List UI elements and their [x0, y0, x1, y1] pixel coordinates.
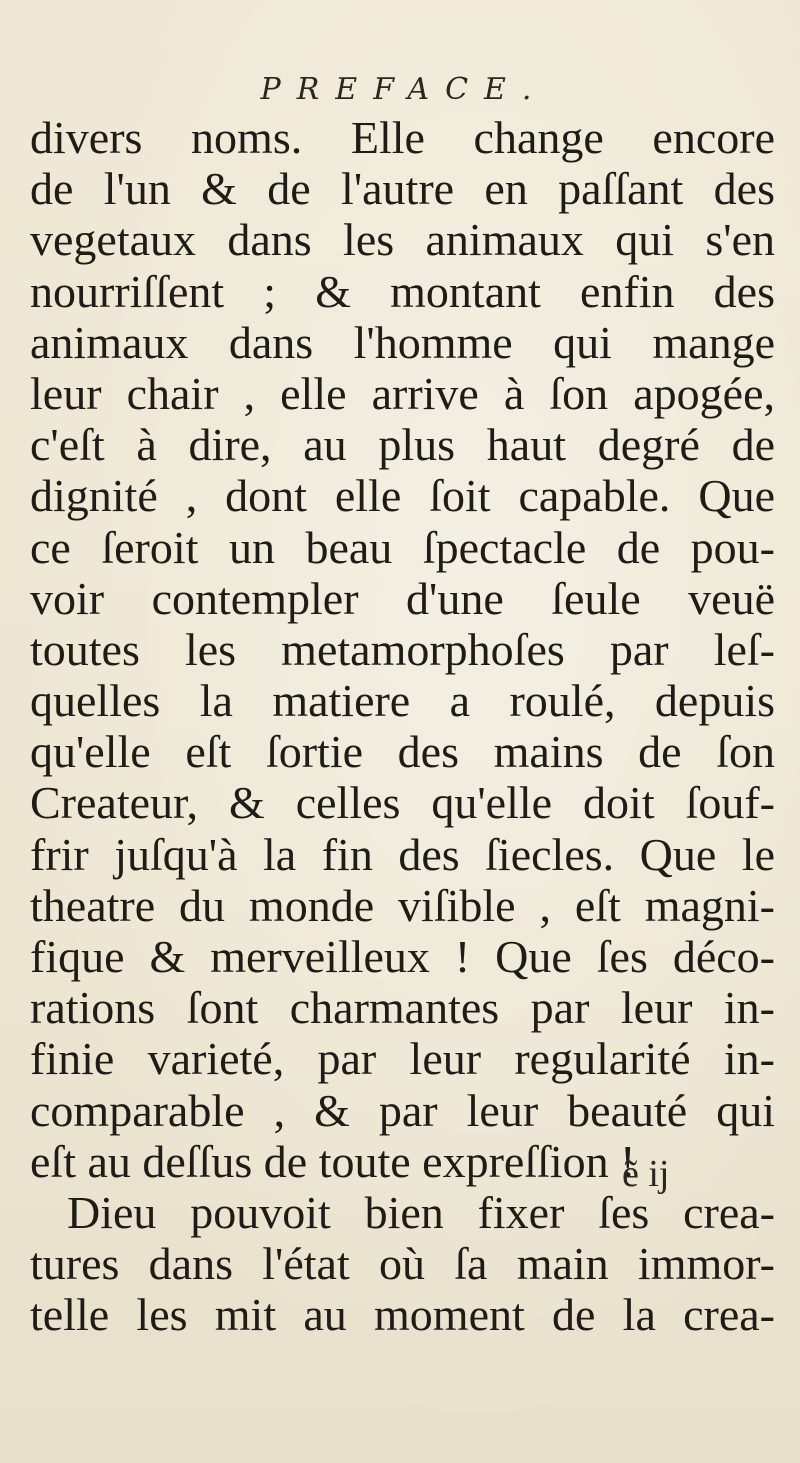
text-line: finie varieté, par leur regularité in-	[30, 1033, 775, 1085]
text-line: telle les mit au moment de la crea-	[30, 1289, 775, 1341]
text-line: dignité , dont elle ſoit capable. Que	[30, 470, 775, 522]
text-line: rations ſont charmantes par leur in-	[30, 982, 775, 1034]
text-line: eſt au deſſus de toute expreſſion !	[30, 1135, 636, 1187]
text-line: nourriſſent ; & montant enfin des	[30, 265, 775, 317]
text-line: toutes les metamorphoſes par leſ-	[30, 623, 775, 675]
text-line: comparable , & par leur beauté qui	[30, 1084, 775, 1136]
text-line: Createur, & celles qu'elle doit ſouf-	[30, 777, 775, 829]
text-line: c'eſt à dire, au plus haut degré de	[30, 419, 775, 471]
running-head: PREFACE.	[260, 72, 548, 107]
text-line: quelles la matiere a roulé, depuis	[30, 675, 775, 727]
text-line: frir juſqu'à la fin des ſiecles. Que le	[30, 828, 775, 880]
text-line: qu'elle eſt ſortie des mains de ſon	[30, 726, 775, 778]
text-line: ce ſeroit un beau ſpectacle de pou-	[30, 521, 775, 573]
signature-mark: ẽ ij	[622, 1153, 670, 1195]
text-line: voir contempler d'une ſeule veuë	[30, 572, 775, 624]
text-line: leur chair , elle arrive à ſon apogée,	[30, 367, 775, 419]
text-line: fique & merveilleux ! Que ſes déco-	[30, 931, 775, 982]
text-line: tures dans l'état où ſa main immor-	[30, 1238, 775, 1290]
text-line: vegetaux dans les animaux qui s'en	[30, 214, 775, 266]
text-line: divers noms. Elle change encore	[30, 112, 775, 163]
paragraph-first-line: Dieu pouvoit bien fixer ſes crea-	[67, 1186, 775, 1238]
text-line: de l'un & de l'autre en paſſant des	[30, 163, 775, 215]
text-line: animaux dans l'homme qui mange	[30, 316, 775, 368]
text-line: theatre du monde viſible , eſt magni-	[30, 879, 775, 931]
